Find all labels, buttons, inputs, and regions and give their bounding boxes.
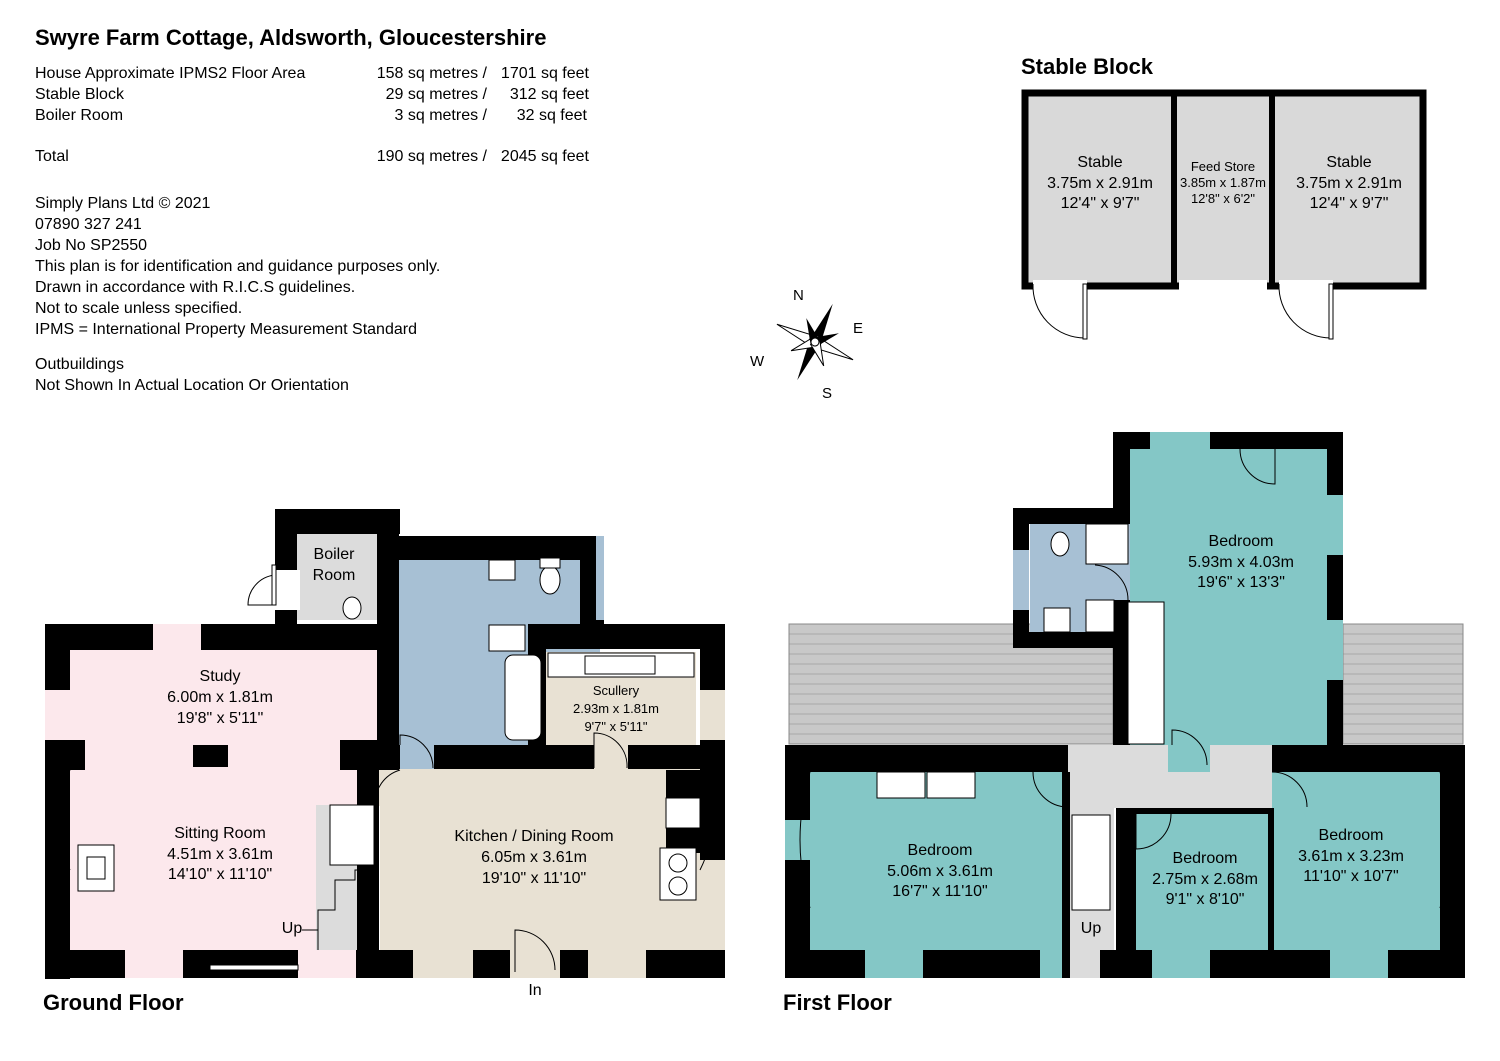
boiler-line2: Room: [312, 567, 356, 584]
bedroom-right-name: Bedroom: [1318, 827, 1384, 844]
compass-rose-icon: [759, 286, 871, 398]
credit-line: Job No SP2550: [35, 237, 148, 254]
kitchen-imperial: 19'10" x 11'10": [481, 870, 587, 887]
kitchen-name: Kitchen / Dining Room: [454, 828, 614, 845]
first-floor-plan: [785, 432, 1465, 978]
outbuildings-line: Not Shown In Actual Location Or Orientation: [35, 377, 349, 394]
feed-store-metric: 3.85m x 1.87m: [1180, 175, 1266, 190]
credit-line: 07890 327 241: [35, 216, 142, 233]
sitting-name: Sitting Room: [174, 825, 266, 842]
ground-stairs-up: Up: [281, 920, 303, 937]
stable-block-plan: [1025, 93, 1423, 339]
area-feet: 312 sq feet: [509, 86, 589, 103]
area-label: House Approximate IPMS2 Floor Area: [35, 65, 306, 82]
feed-store-name: Feed Store: [1190, 159, 1256, 174]
stable-right-imperial: 12'4" x 9'7": [1309, 195, 1389, 212]
credit-line: Simply Plans Ltd © 2021: [35, 195, 211, 212]
bedroom-right-metric: 3.61m x 3.23m: [1298, 848, 1404, 865]
ground-floor-title: Ground Floor: [43, 990, 184, 1015]
area-feet: 1701 sq feet: [500, 65, 589, 82]
area-metres: 3 sq metres /: [394, 107, 487, 124]
stable-right-metric: 3.75m x 2.91m: [1296, 175, 1402, 192]
total-feet: 2045 sq feet: [500, 148, 589, 165]
area-metres: 158 sq metres /: [376, 65, 487, 82]
bedroom-left-name: Bedroom: [907, 842, 973, 859]
main-bedroom-imperial: 19'6" x 13'3": [1197, 574, 1285, 591]
bedroom-mid-imperial: 9'1" x 8'10": [1165, 891, 1245, 908]
first-stairs-up: Up: [1080, 920, 1102, 937]
total-label: Total: [35, 148, 69, 165]
study-name: Study: [199, 668, 241, 685]
bedroom-mid-metric: 2.75m x 2.68m: [1152, 871, 1258, 888]
sitting-metric: 4.51m x 3.61m: [167, 846, 273, 863]
main-bedroom-name: Bedroom: [1208, 533, 1274, 550]
feed-store-imperial: 12'8" x 6'2": [1190, 191, 1256, 206]
bedroom-right-imperial: 11'10" x 10'7": [1303, 868, 1399, 885]
landing-fill: [1068, 772, 1272, 808]
total-metres: 190 sq metres /: [376, 148, 487, 165]
stable-block-title: Stable Block: [1021, 54, 1154, 79]
scullery-name: Scullery: [592, 683, 640, 698]
stable-left-name: Stable: [1077, 154, 1123, 171]
entrance-label: In: [528, 982, 542, 999]
outbuildings-line: Outbuildings: [35, 356, 124, 373]
area-label: Boiler Room: [35, 107, 124, 124]
plan-title: Swyre Farm Cottage, Aldsworth, Gloucestershire: [35, 25, 547, 50]
compass-n: N: [793, 287, 804, 304]
area-feet: 32 sq feet: [516, 107, 587, 124]
bedroom-left-metric: 5.06m x 3.61m: [887, 863, 993, 880]
study-metric: 6.00m x 1.81m: [167, 689, 273, 706]
boiler-line1: Boiler: [313, 546, 355, 563]
scullery-imperial: 9'7" x 5'11": [584, 719, 648, 734]
bedroom-left-fill: [808, 772, 1066, 950]
ground-floor-plan: [45, 509, 725, 979]
sitting-imperial: 14'10" x 11'10": [167, 866, 273, 883]
credit-line: IPMS = International Property Measurement Standard: [35, 321, 417, 338]
main-bedroom-metric: 5.93m x 4.03m: [1188, 554, 1294, 571]
study-imperial: 19'8" x 5'11": [176, 710, 264, 727]
credit-line: This plan is for identification and guidance purposes only.: [35, 258, 441, 275]
compass-e: E: [853, 320, 864, 337]
scullery-metric: 2.93m x 1.81m: [573, 701, 659, 716]
area-metres: 29 sq metres /: [385, 86, 487, 103]
stable-left-imperial: 12'4" x 9'7": [1060, 195, 1140, 212]
credit-line: Drawn in accordance with R.I.C.S guidelines.: [35, 279, 356, 296]
credit-line: Not to scale unless specified.: [35, 300, 243, 317]
first-floor-title: First Floor: [783, 990, 892, 1015]
compass-w: W: [750, 353, 765, 370]
stable-right-name: Stable: [1326, 154, 1372, 171]
kitchen-metric: 6.05m x 3.61m: [481, 849, 587, 866]
area-label: Stable Block: [35, 86, 124, 103]
bedroom-mid-name: Bedroom: [1172, 850, 1238, 867]
compass-s: S: [822, 385, 833, 402]
bedroom-left-imperial: 16'7" x 11'10": [892, 883, 988, 900]
stable-left-metric: 3.75m x 2.91m: [1047, 175, 1153, 192]
